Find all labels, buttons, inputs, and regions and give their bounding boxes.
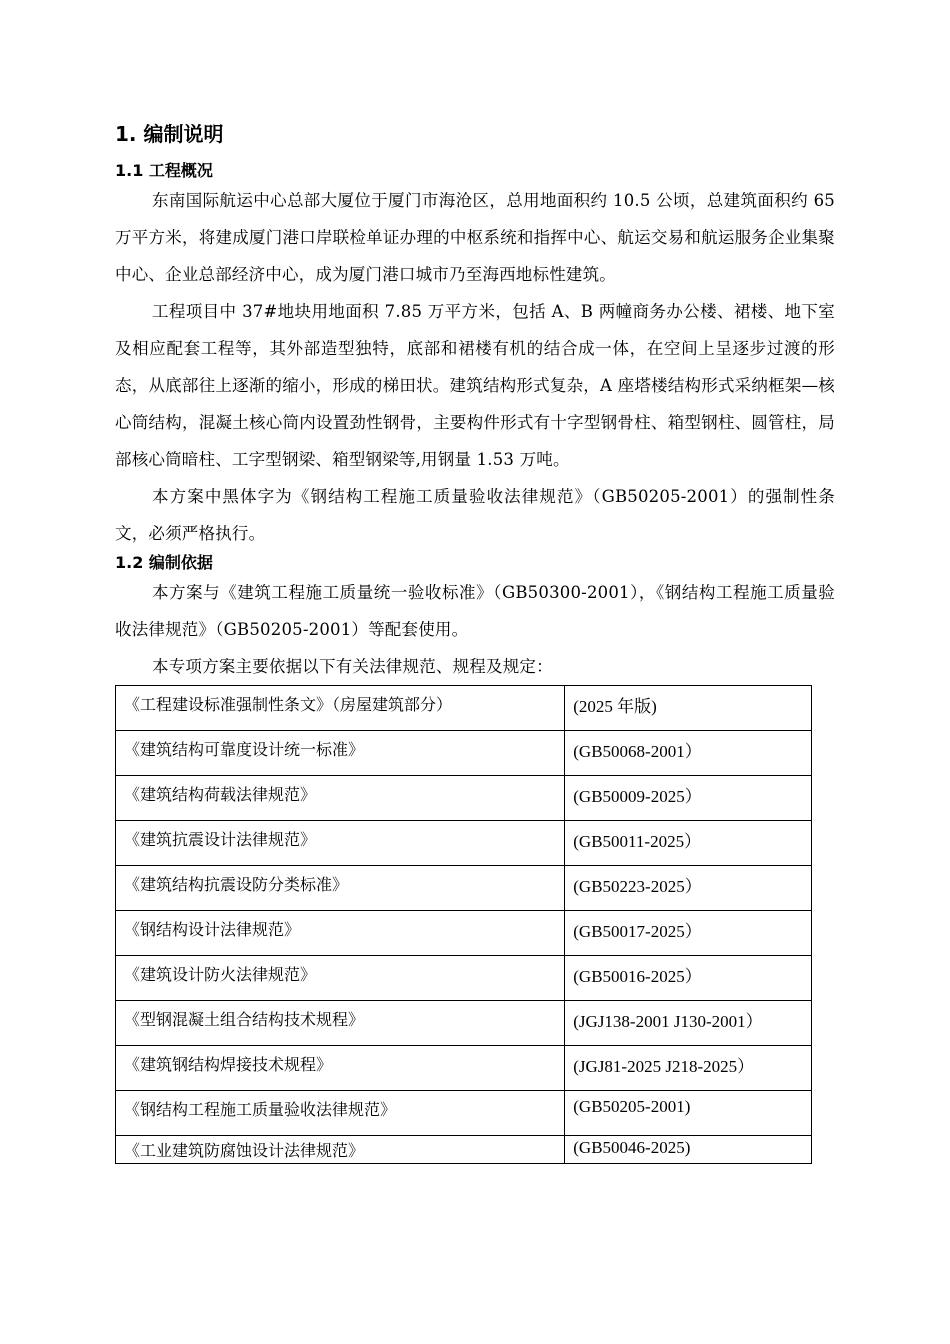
table-row <box>116 1046 812 1091</box>
reference-name: 《工程建设标准强制性条文》（房屋建筑部分） <box>116 686 565 731</box>
overview-paragraph: 本方案中黑体字为《钢结构工程施工质量验收法律规范》（GB50205-2001）的强制性条文，必须严格执行。 <box>115 487 835 543</box>
overview-heading: 1.1 工程概况 <box>115 161 213 180</box>
reference-code: (JGJ81-2025 J218-2025） <box>565 1046 812 1091</box>
basis-paragraph: 本方案与《建筑工程施工质量统一验收标准》（GB50300-2001），《钢结构工程施工质量验收法律规范》（GB50205-2001）等配套使用。 <box>115 583 835 639</box>
table-row <box>116 776 812 821</box>
reference-name: 《型钢混凝土组合结构技术规程》 <box>116 1001 565 1046</box>
reference-table <box>115 685 812 1164</box>
table-row <box>116 1136 812 1164</box>
reference-code: (GB50205-2001) <box>565 1091 812 1136</box>
reference-name: 《钢结构工程施工质量验收法律规范》 <box>116 1091 565 1136</box>
table-row <box>116 956 812 1001</box>
reference-code: (GB50223-2025） <box>565 866 812 911</box>
reference-code: (2025 年版) <box>565 686 812 731</box>
reference-code: (GB50009-2025） <box>565 776 812 821</box>
reference-name: 《建筑结构荷载法律规范》 <box>116 776 565 821</box>
reference-name: 《建筑设计防火法律规范》 <box>116 956 565 1001</box>
basis-paragraph: 本专项方案主要依据以下有关法律规范、规程及规定： <box>152 657 553 676</box>
overview-paragraph: 工程项目中 37#地块用地面积 7.85 万平方米，包括 A、B 两幢商务办公楼、裙楼、地下室及相应配套工程等，其外部造型独特，底部和裙楼有机的结合成一体，在空间上呈逐步过渡的形态，从底部往上逐渐的缩小，形成的梯田状。建筑结构形式复杂，A 座塔楼结构形式采纳框架—核心筒结构，混凝土核心筒内设置劲性钢骨，主要构件形式有十字型钢骨柱、箱型钢柱、圆管柱，局部核心筒暗柱、工字型钢梁、箱型钢梁等,用钢量 1.53 万吨。 <box>115 302 835 469</box>
reference-code: (GB50046-2025) <box>565 1136 812 1164</box>
table-row <box>116 731 812 776</box>
basis-heading: 1.2 编制依据 <box>115 553 213 572</box>
table-row <box>116 686 812 731</box>
table-row <box>116 821 812 866</box>
reference-code: (GB50068-2001） <box>565 731 812 776</box>
reference-code: (GB50011-2025） <box>565 821 812 866</box>
reference-name: 《工业建筑防腐蚀设计法律规范》 <box>116 1136 565 1164</box>
document-page <box>115 118 835 1164</box>
table-row <box>116 1001 812 1046</box>
table-row <box>116 866 812 911</box>
section-heading: 1. 编制说明 <box>115 122 224 146</box>
reference-name: 《钢结构设计法律规范》 <box>116 911 565 956</box>
reference-code: (JGJ138-2001 J130-2001） <box>565 1001 812 1046</box>
reference-name: 《建筑结构抗震设防分类标准》 <box>116 866 565 911</box>
reference-code: (GB50016-2025） <box>565 956 812 1001</box>
reference-name: 《建筑钢结构焊接技术规程》 <box>116 1046 565 1091</box>
table-row <box>116 911 812 956</box>
reference-code: (GB50017-2025） <box>565 911 812 956</box>
reference-name: 《建筑抗震设计法律规范》 <box>116 821 565 866</box>
overview-paragraph: 东南国际航运中心总部大厦位于厦门市海沧区，总用地面积约 10.5 公顷，总建筑面积约 65 万平方米，将建成厦门港口岸联检单证办理的中枢系统和指挥中心、航运交易和航运服务企业集聚中心、企业总部经济中心，成为厦门港口城市乃至海西地标性建筑。 <box>115 191 835 284</box>
table-row <box>116 1091 812 1136</box>
reference-name: 《建筑结构可靠度设计统一标准》 <box>116 731 565 776</box>
